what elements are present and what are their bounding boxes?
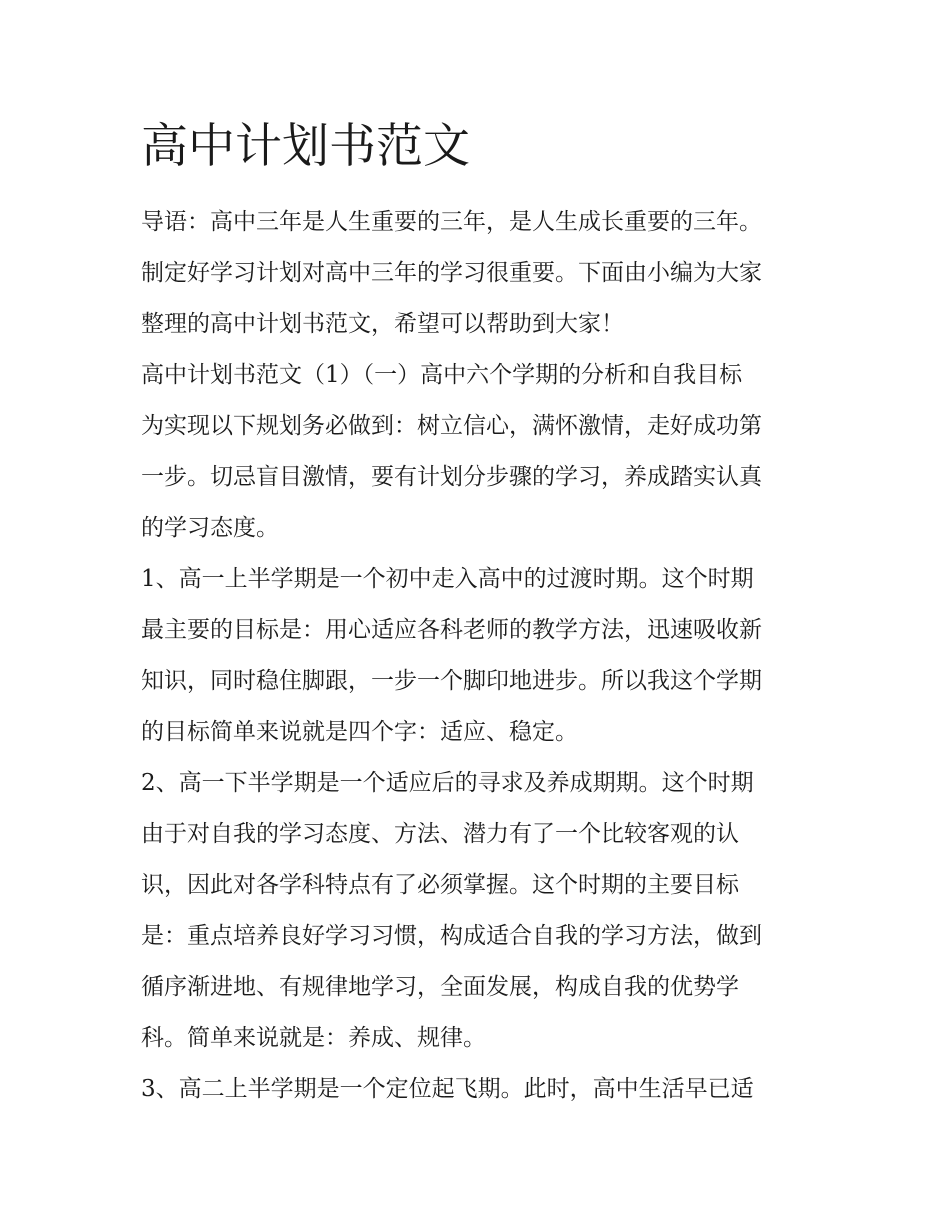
text-line: 3、高二上半学期是一个定位起飞期。此时，高中生活早已适 (141, 1076, 754, 1102)
text-line: 科。简单来说就是：养成、规律。 (141, 1025, 486, 1051)
text-line: 制定好学习计划对高中三年的学习很重要。下面由小编为大家 (141, 260, 762, 286)
text-line: 整理的高中计划书范文，希望可以帮助到大家！ (141, 311, 624, 337)
text-line: 识，因此对各学科特点有了必须掌握。这个时期的主要目标 (141, 872, 739, 898)
text-line: 循序渐进地、有规律地学习，全面发展，构成自我的优势学 (141, 974, 739, 1000)
text-line: 1、高一上半学期是一个初中走入高中的过渡时期。这个时期 (141, 566, 754, 592)
document-body (141, 202, 821, 1120)
text-line: 一步。切忌盲目激情，要有计划分步骤的学习，养成踏实认真 (141, 464, 762, 490)
text-line: 由于对自我的学习态度、方法、潜力有了一个比较客观的认 (141, 821, 739, 847)
text-line: 的学习态度。 (141, 515, 279, 541)
text-line: 为实现以下规划务必做到：树立信心，满怀激情，走好成功第 (141, 413, 762, 439)
text-line: 知识，同时稳住脚跟，一步一个脚印地进步。所以我这个学期 (141, 668, 762, 694)
text-line: 导语：高中三年是人生重要的三年，是人生成长重要的三年。 (141, 209, 762, 235)
text-line: 2、高一下半学期是一个适应后的寻求及养成期期。这个时期 (141, 770, 754, 796)
document-title: 高中计划书范文 (141, 119, 470, 174)
text-line: 高中计划书范文（1）（一）高中六个学期的分析和自我目标 (141, 362, 743, 388)
text-line: 最主要的目标是：用心适应各科老师的教学方法，迅速吸收新 (141, 617, 762, 643)
text-line: 的目标简单来说就是四个字：适应、稳定。 (141, 719, 578, 745)
text-line: 是：重点培养良好学习习惯，构成适合自我的学习方法，做到 (141, 923, 762, 949)
